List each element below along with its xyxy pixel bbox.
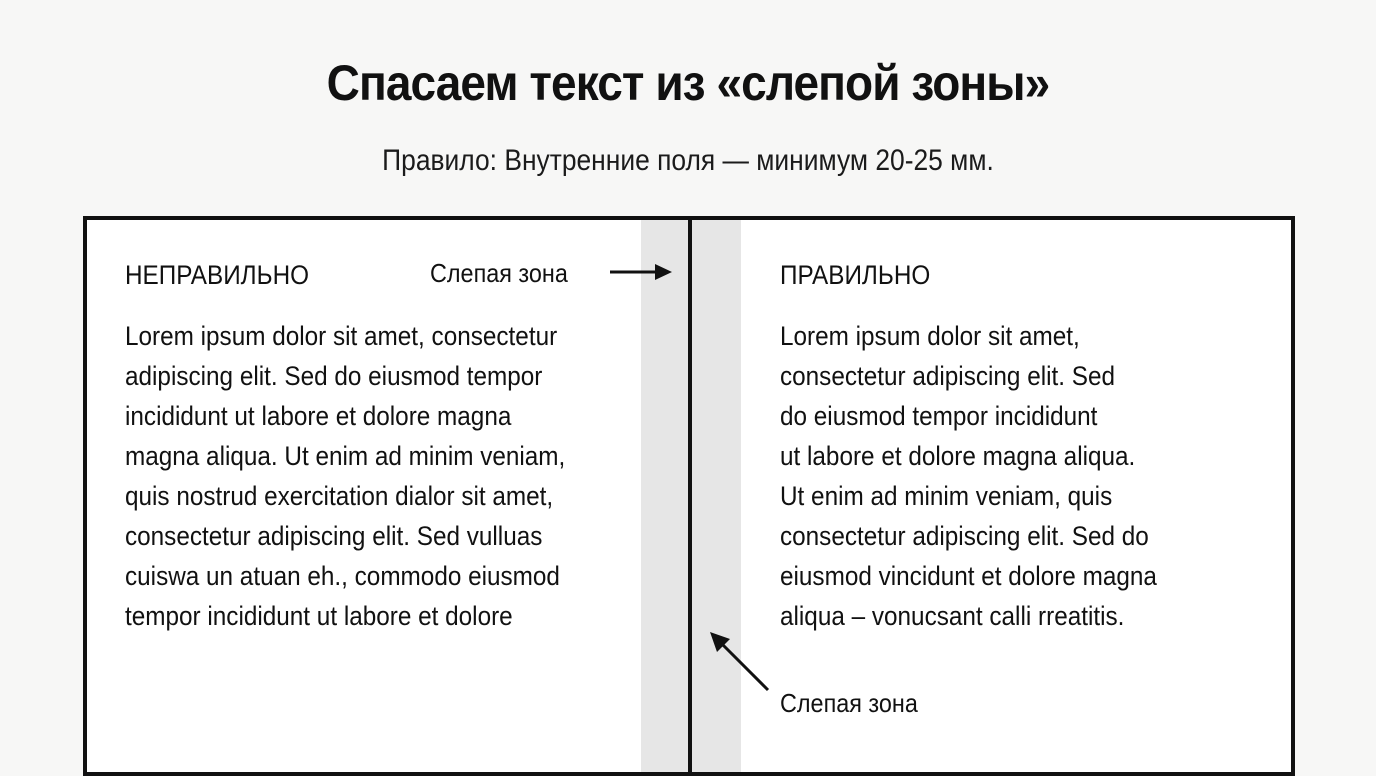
text-line: adipiscing elit. Sed do eiusmod tempor xyxy=(125,361,543,391)
page-title: Спасаем текст из «слепой зоны» xyxy=(326,55,1050,111)
text-line: Lorem ipsum dolor sit amet, consectetur xyxy=(125,321,558,351)
text-line: incididunt ut labore et dolore magna xyxy=(125,401,512,431)
text-line: consectetur adipiscing elit. Sed xyxy=(780,361,1115,391)
wrong-blind-zone-label: Слепая зона xyxy=(430,258,568,288)
text-line: aliqua – vonucsant calli rreatitis. xyxy=(780,601,1125,631)
right-page-label: ПРАВИЛЬНО xyxy=(780,260,931,290)
text-line: do eiusmod tempor incididunt xyxy=(780,401,1098,431)
text-line: tempor incididunt ut labore et dolore xyxy=(125,601,513,631)
wrong-page-label: НЕПРАВИЛЬНО xyxy=(125,260,310,290)
page-subtitle: Правило: Внутренние поля — минимум 20-25 мм. xyxy=(382,144,994,177)
wrong-page-text xyxy=(125,316,565,636)
text-line: ut labore et dolore magna aliqua. xyxy=(780,441,1136,471)
text-line: consectetur adipiscing elit. Sed do xyxy=(780,521,1149,551)
text-line: eiusmod vincidunt et dolore magna xyxy=(780,561,1157,591)
text-line: consectetur adipiscing elit. Sed vulluas xyxy=(125,521,543,551)
text-line: Lorem ipsum dolor sit amet, xyxy=(780,321,1080,351)
text-line: cuiswa un atuan eh., commodo eiusmod xyxy=(125,561,560,591)
text-line: magna aliqua. Ut enim ad minim veniam, xyxy=(125,441,566,471)
book-spine xyxy=(688,220,692,772)
book-spread xyxy=(83,216,1295,776)
right-page-text xyxy=(780,316,1157,636)
text-line: Ut enim ad minim veniam, quis xyxy=(780,481,1113,511)
right-blind-zone-label: Слепая зона xyxy=(780,688,918,718)
text-line: quis nostrud exercitation dialor sit amet, xyxy=(125,481,554,511)
